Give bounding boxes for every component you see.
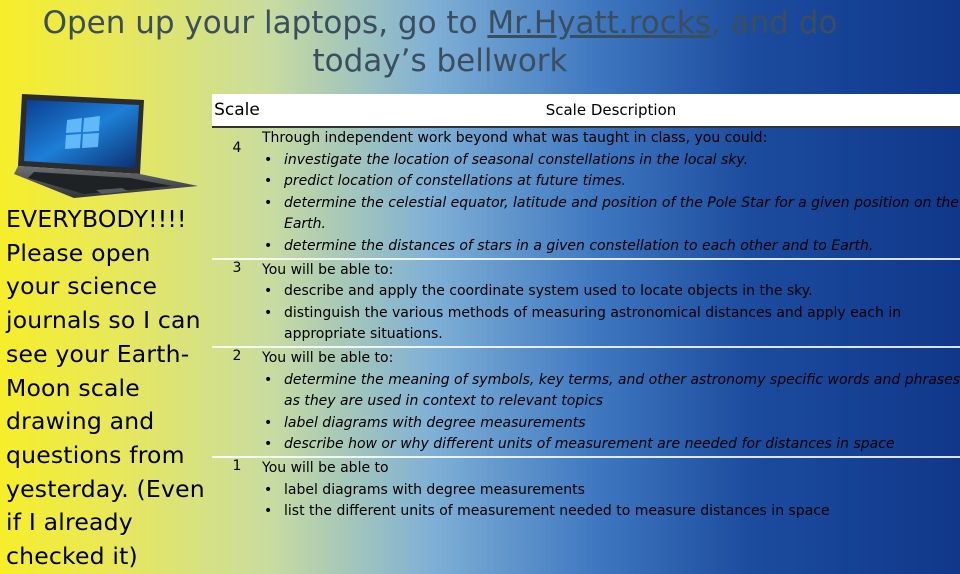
table-row-4 <box>212 127 960 259</box>
title-link[interactable]: Mr.Hyatt.rocks <box>487 5 711 41</box>
header-scale: Scale <box>212 94 262 127</box>
instruction-text: EVERYBODY!!!! Please open your science journals so I can see your Earth-Moon scale drawing and questions from yesterday. (Even if I already checked it) <box>6 205 205 571</box>
header-scale-description: Scale Description <box>262 94 960 127</box>
table-row-2 <box>212 347 960 457</box>
list-item: • determine the celestial equator, latitude and position of the Pole Star for a given position on the Earth. <box>262 193 960 236</box>
title-text-end: , and do today’s bellwork <box>312 5 838 79</box>
description-intro: You will be able to: <box>262 349 394 366</box>
scale-value: 1 <box>232 457 242 474</box>
scale-value: 4 <box>212 127 262 259</box>
description-intro: Through independent work beyond what was taught in class, you could: <box>262 130 768 146</box>
list-item: • investigate the location of seasonal constellations in the local sky. <box>262 150 960 172</box>
scale-value: 3 <box>212 259 262 347</box>
list-item: • determine the meaning of symbols, key terms, and other astronomy specific words and phrases as they are used in context to relevant topics <box>262 370 960 413</box>
scale-value: 2 <box>212 347 262 457</box>
description-intro: You will be able to: <box>262 261 394 278</box>
scale-description <box>262 259 960 347</box>
scale-description <box>262 127 960 259</box>
list-item: • distinguish the various methods of measuring astronomical distances and apply each in appropriate situations. <box>262 303 960 346</box>
list-item: • label diagrams with degree measurements <box>262 480 960 502</box>
slide-title <box>0 4 880 80</box>
scale-description <box>262 457 960 523</box>
list-item: • label diagrams with degree measurements <box>262 413 960 435</box>
list-item: • describe and apply the coordinate system used to locate objects in the sky. <box>262 281 960 303</box>
title-text-start: Open up your laptops, go to <box>42 5 488 41</box>
laptop-image <box>12 92 202 200</box>
scale-table <box>212 94 960 523</box>
description-intro: You will be able to <box>262 459 389 476</box>
table-row-1 <box>212 457 960 523</box>
scale-description <box>262 347 960 457</box>
table-row-3 <box>212 259 960 347</box>
list-item: • determine the distances of stars in a given constellation to each other and to Earth. <box>262 236 960 258</box>
list-item: • describe how or why different units of measurement are needed for distances in space <box>262 434 960 456</box>
list-item: • list the different units of measurement needed to measure distances in space <box>262 501 960 523</box>
list-item: • predict location of constellations at future times. <box>262 171 960 193</box>
